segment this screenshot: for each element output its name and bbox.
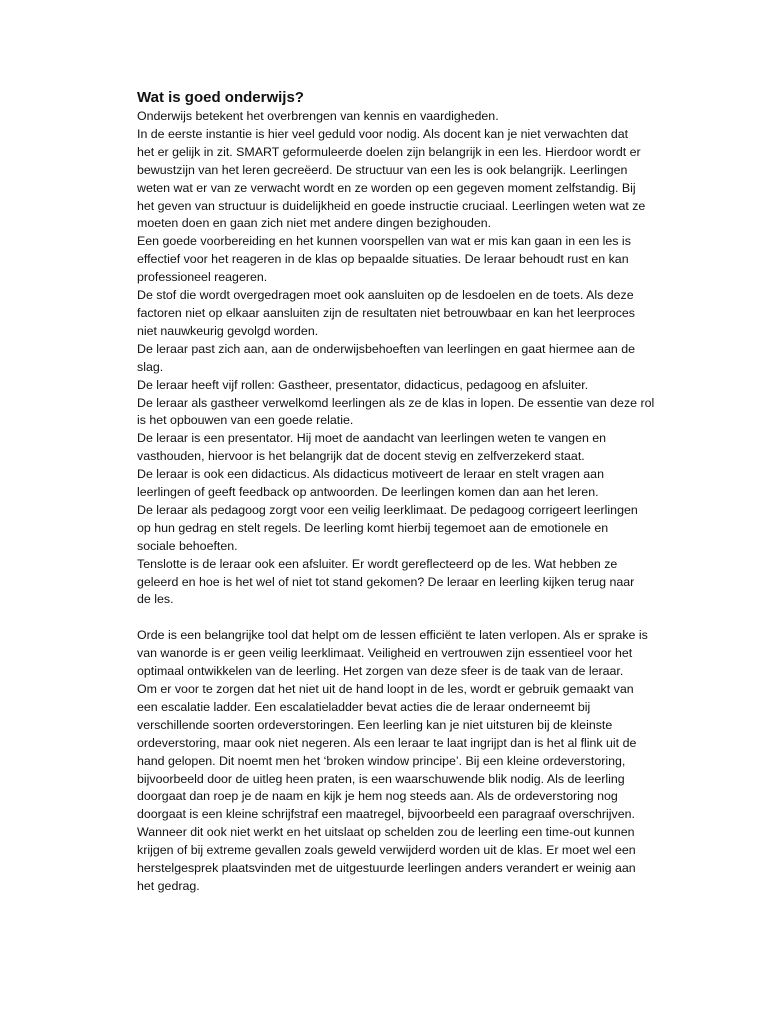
text-line: De leraar past zich aan, aan de onderwijsbehoeften van leerlingen en gaat hiermee aan de — [137, 341, 636, 356]
text-line: het geven van structuur is duidelijkheid en goede instructie cruciaal. Leerlingen weten wat ze — [137, 198, 646, 213]
text-line: op hun gedrag en stelt regels. De leerling komt hierbij tegemoet aan de emotionele en — [137, 520, 609, 535]
text-line: Orde is een belangrijke tool dat helpt om de lessen efficiënt te laten verlopen. Als er sprake is — [137, 628, 648, 643]
text-line: In de eerste instantie is hier veel geduld voor nodig. Als docent kan je niet verwachten dat — [137, 126, 629, 141]
text-line: De leraar als pedagoog zorgt voor een veilig leerklimaat. De pedagoog corrigeert leerlingen — [137, 502, 638, 517]
document-title: Wat is goed onderwijs? — [137, 89, 304, 106]
text-line: het gedrag. — [137, 878, 200, 893]
text-line: moeten doen en gaan zich niet met andere dingen bezighouden. — [137, 216, 492, 231]
text-line: Wanneer dit ook niet werkt en het uitslaat op schelden zou de leerling een time-out kunnen — [137, 825, 635, 840]
text-line: bijvoorbeeld door de uitleg heen praten, is een waarschuwende blik nodig. Als de leerling — [137, 771, 625, 786]
text-line: ordeverstoring, maar ook niet negeren. Als een leraar te laat ingrijpt dan is het al flink uit de — [137, 735, 637, 750]
text-line: krijgen of bij extreme gevallen zoals geweld verwijderd worden uit de klas. Er moet wel een — [137, 843, 636, 858]
text-line: de les. — [137, 592, 174, 607]
text-line: Tenslotte is de leraar ook een afsluiter. Er wordt gereflecteerd op de les. Wat hebben ze — [137, 556, 618, 571]
text-line: van wanorde is er geen veilig leerklimaat. Veiligheid en vertrouwen zijn essentieel voor het — [137, 646, 633, 661]
text-line: een escalatie ladder. Een escalatieladder bevat acties die de leraar onderneemt bij — [137, 699, 591, 714]
text-line: professioneel reageren. — [137, 270, 268, 285]
text-line: De leraar als gastheer verwelkomd leerlingen als ze de klas in lopen. De essentie van deze rol — [137, 395, 655, 410]
text-line: geleerd en hoe is het wel of niet tot stand gekomen? De leraar en leerling kijken terug naar — [137, 574, 635, 589]
text-line: leerlingen of geeft feedback op antwoorden. De leerlingen komen dan aan het leren. — [137, 485, 599, 500]
text-line: doorgaat dan roep je de naam en kijk je hem nog steeds aan. Als de ordeverstoring nog — [137, 789, 618, 804]
text-line: effectief voor het reageren in de klas op bepaalde situaties. De leraar behoudt rust en kan — [137, 252, 629, 267]
document-body — [137, 88, 685, 896]
text-line: slag. — [137, 359, 164, 374]
text-line: Een goede voorbereiding en het kunnen voorspellen van wat er mis kan gaan in een les is — [137, 234, 631, 249]
text-line: doorgaat is een kleine schrijfstraf een maatregel, bijvoorbeeld een paragraaf overschrijven. — [137, 807, 635, 822]
section-orde — [137, 627, 685, 896]
text-line: sociale behoeften. — [137, 538, 238, 553]
text-line: De leraar is een presentator. Hij moet de aandacht van leerlingen weten te vangen en — [137, 431, 607, 446]
text-line: Om er voor te zorgen dat het niet uit de hand loopt in de les, wordt er gebruik gemaakt van — [137, 681, 634, 696]
paragraph-gap — [137, 609, 685, 627]
text-line: is het opbouwen van een goede relatie. — [137, 413, 354, 428]
text-line: het er gelijk in zit. SMART geformuleerde doelen zijn belangrijk in een les. Hierdoor wordt er — [137, 144, 641, 159]
text-line: De leraar heeft vijf rollen: Gastheer, presentator, didacticus, pedagoog en afsluiter. — [137, 377, 589, 392]
text-line: factoren niet op elkaar aansluiten zijn de resultaten niet betrouwbaar en kan het leerproces — [137, 305, 636, 320]
text-line: bewustzijn van het leren gecreëerd. De structuur van een les is ook belangrijk. Leerlingen — [137, 162, 628, 177]
text-line: weten wat er van ze verwacht wordt en ze worden op een gegeven moment zelfstandig. Bij — [137, 180, 636, 195]
text-line: herstelgesprek plaatsvinden met de uitgestuurde leerlingen anders verandert er weinig aan — [137, 861, 636, 876]
text-line: niet nauwkeurig gevolgd worden. — [137, 323, 319, 338]
text-line: hand gelopen. Dit noemt men het ‘broken window principe’. Bij een kleine ordeverstoring, — [137, 753, 626, 768]
text-line: optimaal ontwikkelen van de leerling. Het zorgen van deze sfeer is de taak van de leraar. — [137, 664, 624, 679]
text-line: De stof die wordt overgedragen moet ook aansluiten op de lesdoelen en de toets. Als deze — [137, 288, 634, 303]
text-line: Onderwijs betekent het overbrengen van kennis en vaardigheden. — [137, 109, 499, 123]
text-line: verschillende soorten ordeverstoringen. Een leerling kan je niet uitsturen bij de kleinste — [137, 717, 613, 732]
section-onderwijs — [137, 108, 685, 609]
text-line: De leraar is ook een didacticus. Als didacticus motiveert de leraar en stelt vragen aan — [137, 467, 604, 482]
text-line: vasthouden, hiervoor is het belangrijk dat de docent stevig en zelfverzekerd staat. — [137, 449, 585, 464]
